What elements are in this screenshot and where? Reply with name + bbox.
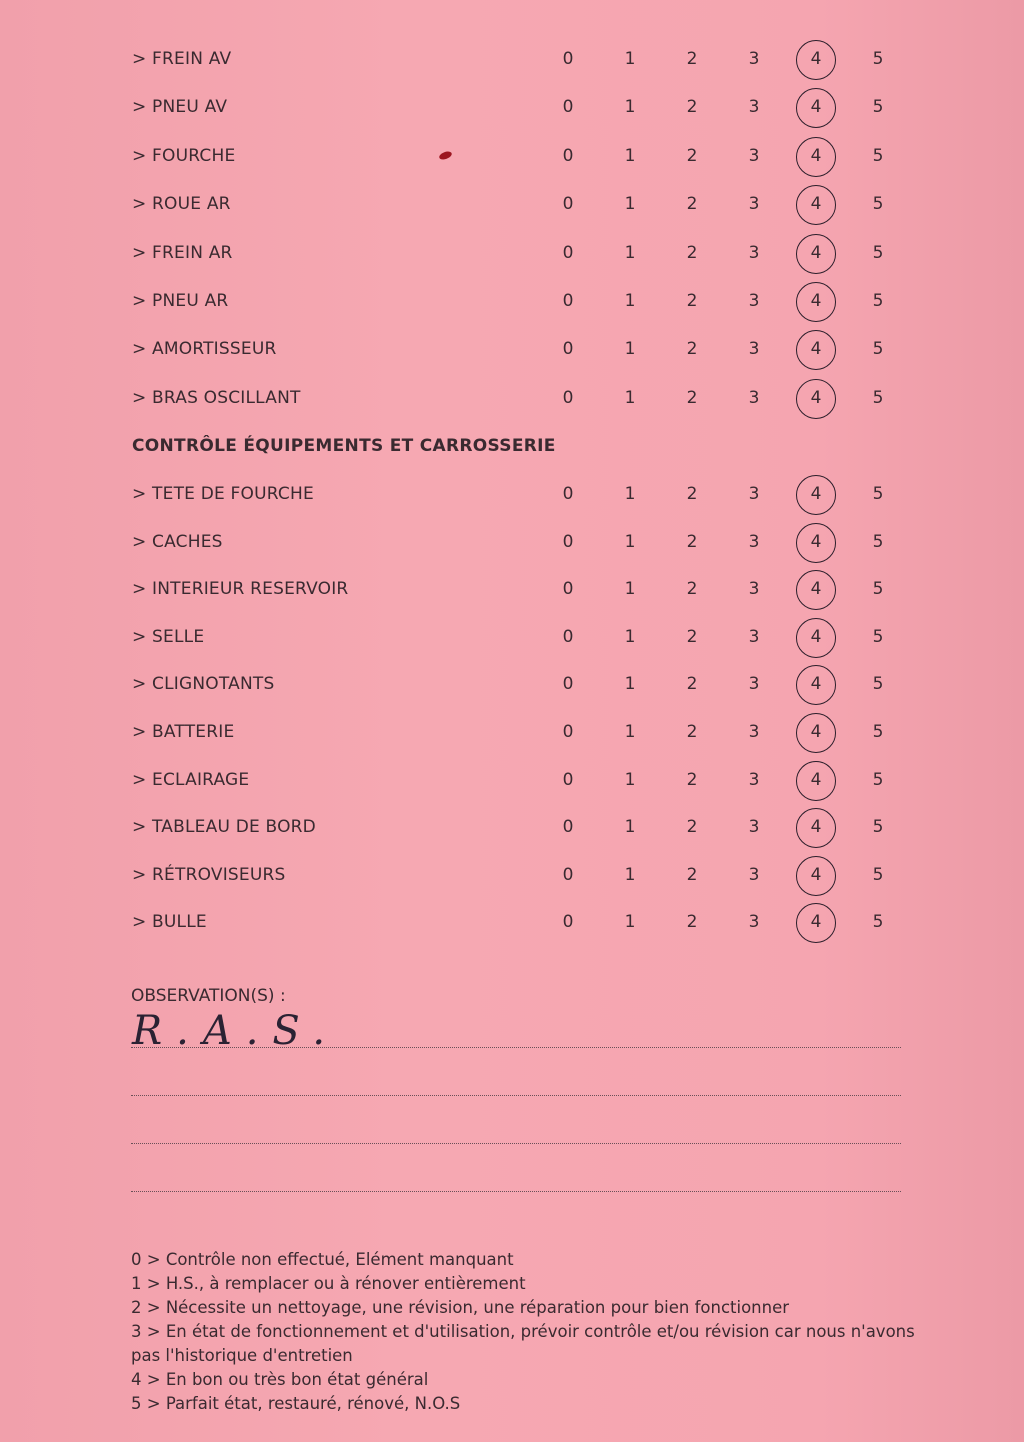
selected-score-circle <box>796 665 836 705</box>
rating-row <box>0 89 1024 129</box>
score-option-0[interactable]: 0 <box>562 769 574 790</box>
selected-score-circle <box>796 185 836 225</box>
score-option-1[interactable]: 1 <box>624 97 636 118</box>
score-option-5[interactable]: 5 <box>872 291 884 311</box>
score-option-2[interactable]: 2 <box>686 97 698 118</box>
score-option-2[interactable]: 2 <box>686 387 698 408</box>
score-option-4[interactable]: 4 <box>810 674 822 695</box>
rating-row <box>0 714 1024 754</box>
score-option-1[interactable]: 1 <box>624 387 636 408</box>
score-option-1[interactable]: 1 <box>624 674 636 695</box>
score-option-3[interactable]: 3 <box>748 674 760 695</box>
score-option-5[interactable]: 5 <box>872 626 884 647</box>
score-option-3[interactable]: 3 <box>748 145 760 166</box>
score-option-1[interactable]: 1 <box>624 817 636 838</box>
score-option-4[interactable]: 4 <box>810 49 822 69</box>
score-option-0[interactable]: 0 <box>562 291 574 311</box>
row-label: > AMORTISSEUR <box>132 339 277 360</box>
score-option-3[interactable]: 3 <box>748 912 760 933</box>
score-option-1[interactable]: 1 <box>624 722 636 742</box>
score-option-1[interactable]: 1 <box>624 912 636 933</box>
score-option-0[interactable]: 0 <box>562 242 574 263</box>
selected-score-circle <box>796 379 836 419</box>
row-label: > RÉTROVISEURS <box>132 864 286 885</box>
score-option-3[interactable]: 3 <box>748 722 760 742</box>
score-option-1[interactable]: 1 <box>624 769 636 790</box>
score-option-3[interactable]: 3 <box>748 97 760 118</box>
selected-score-circle <box>796 475 836 515</box>
score-option-2[interactable]: 2 <box>686 769 698 790</box>
observations-title: OBSERVATION(S) : <box>131 986 286 1006</box>
score-option-1[interactable]: 1 <box>624 579 636 600</box>
observation-line[interactable] <box>131 1191 901 1192</box>
row-label: > PNEU AV <box>132 97 228 118</box>
selected-score-circle <box>796 137 836 177</box>
score-option-1[interactable]: 1 <box>624 291 636 311</box>
legend-item-2: 2 > Nécessite un nettoyage, une révision, une réparation pour bien fonctionner <box>131 1298 790 1317</box>
legend-item-0: 0 > Contrôle non effectué, Elément manquant <box>131 1250 514 1269</box>
score-option-5[interactable]: 5 <box>872 769 884 790</box>
score-option-2[interactable]: 2 <box>686 291 698 311</box>
score-option-1[interactable]: 1 <box>624 339 636 360</box>
rating-row <box>0 138 1024 178</box>
section-title-equipement: CONTRÔLE ÉQUIPEMENTS ET CARROSSERIE <box>132 436 556 456</box>
row-label: > SELLE <box>132 626 205 647</box>
selected-score-circle <box>796 761 836 801</box>
rating-row <box>0 186 1024 226</box>
score-option-2[interactable]: 2 <box>686 242 698 263</box>
score-option-4[interactable]: 4 <box>810 817 822 838</box>
score-option-4[interactable]: 4 <box>810 864 822 885</box>
score-option-2[interactable]: 2 <box>686 49 698 69</box>
row-label: > ROUE AR <box>132 194 231 215</box>
rating-row <box>0 235 1024 275</box>
score-option-0[interactable]: 0 <box>562 531 574 552</box>
score-option-5[interactable]: 5 <box>872 674 884 695</box>
selected-score-circle <box>796 282 836 322</box>
row-label: > FREIN AR <box>132 242 233 263</box>
rating-row <box>0 283 1024 323</box>
row-label: > FOURCHE <box>132 145 236 166</box>
row-label: > ECLAIRAGE <box>132 769 250 790</box>
score-option-4[interactable]: 4 <box>810 194 822 215</box>
row-label: > CACHES <box>132 531 223 552</box>
score-option-3[interactable]: 3 <box>748 339 760 360</box>
score-option-0[interactable]: 0 <box>562 49 574 69</box>
score-option-0[interactable]: 0 <box>562 817 574 838</box>
score-option-2[interactable]: 2 <box>686 817 698 838</box>
score-option-4[interactable]: 4 <box>810 339 822 360</box>
row-label: > FREIN AV <box>132 49 232 69</box>
score-option-4[interactable]: 4 <box>810 145 822 166</box>
score-option-1[interactable]: 1 <box>624 145 636 166</box>
score-option-3[interactable]: 3 <box>748 531 760 552</box>
score-option-3[interactable]: 3 <box>748 579 760 600</box>
score-option-0[interactable]: 0 <box>562 864 574 885</box>
score-option-2[interactable]: 2 <box>686 484 698 504</box>
score-option-0[interactable]: 0 <box>562 339 574 360</box>
score-option-2[interactable]: 2 <box>686 912 698 933</box>
score-option-2[interactable]: 2 <box>686 674 698 695</box>
selected-score-circle <box>796 808 836 848</box>
score-option-5[interactable]: 5 <box>872 194 884 215</box>
row-label: > INTERIEUR RESERVOIR <box>132 579 349 600</box>
rating-row <box>0 857 1024 897</box>
legend-item-3: 3 > En état de fonctionnement et d'utilisation, prévoir contrôle et/ou révision car nous n'avons pas l'historique d'entretien <box>131 1322 915 1365</box>
score-option-3[interactable]: 3 <box>748 387 760 408</box>
observation-line[interactable] <box>131 1143 901 1144</box>
score-option-4[interactable]: 4 <box>810 769 822 790</box>
score-option-5[interactable]: 5 <box>872 864 884 885</box>
score-option-1[interactable]: 1 <box>624 49 636 69</box>
rating-row <box>0 331 1024 371</box>
row-label: > BULLE <box>132 912 207 933</box>
score-option-0[interactable]: 0 <box>562 579 574 600</box>
score-option-4[interactable]: 4 <box>810 531 822 552</box>
score-option-4[interactable]: 4 <box>810 97 822 118</box>
rating-legend <box>131 1248 921 1416</box>
score-option-5[interactable]: 5 <box>872 97 884 118</box>
score-option-5[interactable]: 5 <box>872 531 884 552</box>
score-option-3[interactable]: 3 <box>748 864 760 885</box>
score-option-3[interactable]: 3 <box>748 194 760 215</box>
selected-score-circle <box>796 618 836 658</box>
score-option-3[interactable]: 3 <box>748 817 760 838</box>
selected-score-circle <box>796 570 836 610</box>
row-label: > TABLEAU DE BORD <box>132 817 316 838</box>
observations-handwritten-text: R.A.S. <box>132 1008 340 1054</box>
score-option-1[interactable]: 1 <box>624 242 636 263</box>
score-option-3[interactable]: 3 <box>748 291 760 311</box>
score-option-0[interactable]: 0 <box>562 194 574 215</box>
selected-score-circle <box>796 523 836 563</box>
row-label: > CLIGNOTANTS <box>132 674 275 695</box>
score-option-5[interactable]: 5 <box>872 387 884 408</box>
score-option-2[interactable]: 2 <box>686 194 698 215</box>
row-label: > PNEU AR <box>132 291 229 311</box>
row-label: > BRAS OSCILLANT <box>132 387 301 408</box>
score-option-5[interactable]: 5 <box>872 484 884 504</box>
score-option-2[interactable]: 2 <box>686 626 698 647</box>
score-option-0[interactable]: 0 <box>562 912 574 933</box>
selected-score-circle <box>796 234 836 274</box>
score-option-1[interactable]: 1 <box>624 531 636 552</box>
score-option-4[interactable]: 4 <box>810 722 822 742</box>
score-option-1[interactable]: 1 <box>624 484 636 504</box>
score-option-5[interactable]: 5 <box>872 579 884 600</box>
score-option-5[interactable]: 5 <box>872 722 884 742</box>
score-option-4[interactable]: 4 <box>810 579 822 600</box>
selected-score-circle <box>796 88 836 128</box>
score-option-3[interactable]: 3 <box>748 626 760 647</box>
score-option-2[interactable]: 2 <box>686 864 698 885</box>
score-option-4[interactable]: 4 <box>810 912 822 933</box>
selected-score-circle <box>796 40 836 80</box>
selected-score-circle <box>796 903 836 943</box>
row-label: > BATTERIE <box>132 722 235 742</box>
score-option-5[interactable]: 5 <box>872 242 884 263</box>
score-option-0[interactable]: 0 <box>562 674 574 695</box>
score-option-5[interactable]: 5 <box>872 49 884 69</box>
rating-row <box>0 619 1024 659</box>
legend-item-1: 1 > H.S., à remplacer ou à rénover entièrement <box>131 1274 526 1293</box>
selected-score-circle <box>796 713 836 753</box>
score-option-5[interactable]: 5 <box>872 912 884 933</box>
observation-line[interactable] <box>131 1095 901 1096</box>
score-option-5[interactable]: 5 <box>872 339 884 360</box>
observation-line[interactable] <box>131 1047 901 1048</box>
rating-row <box>0 666 1024 706</box>
score-option-5[interactable]: 5 <box>872 145 884 166</box>
score-option-2[interactable]: 2 <box>686 145 698 166</box>
score-option-1[interactable]: 1 <box>624 864 636 885</box>
score-option-2[interactable]: 2 <box>686 339 698 360</box>
score-option-2[interactable]: 2 <box>686 531 698 552</box>
score-option-1[interactable]: 1 <box>624 194 636 215</box>
score-option-2[interactable]: 2 <box>686 579 698 600</box>
score-option-4[interactable]: 4 <box>810 387 822 408</box>
score-option-4[interactable]: 4 <box>810 626 822 647</box>
selected-score-circle <box>796 856 836 896</box>
score-option-0[interactable]: 0 <box>562 387 574 408</box>
rating-row <box>0 41 1024 81</box>
rating-row <box>0 904 1024 944</box>
legend-item-4: 4 > En bon ou très bon état général <box>131 1370 429 1389</box>
score-option-4[interactable]: 4 <box>810 291 822 311</box>
score-option-0[interactable]: 0 <box>562 145 574 166</box>
rating-row <box>0 524 1024 564</box>
score-option-3[interactable]: 3 <box>748 484 760 504</box>
score-option-3[interactable]: 3 <box>748 242 760 263</box>
score-option-3[interactable]: 3 <box>748 769 760 790</box>
score-option-0[interactable]: 0 <box>562 722 574 742</box>
score-option-0[interactable]: 0 <box>562 626 574 647</box>
score-option-0[interactable]: 0 <box>562 97 574 118</box>
score-option-0[interactable]: 0 <box>562 484 574 504</box>
row-label: > TETE DE FOURCHE <box>132 484 314 504</box>
score-option-2[interactable]: 2 <box>686 722 698 742</box>
score-option-4[interactable]: 4 <box>810 242 822 263</box>
score-option-3[interactable]: 3 <box>748 49 760 69</box>
rating-row <box>0 809 1024 849</box>
rating-row <box>0 380 1024 420</box>
score-option-4[interactable]: 4 <box>810 484 822 504</box>
legend-item-5: 5 > Parfait état, restauré, rénové, N.O.S <box>131 1394 461 1413</box>
rating-row <box>0 476 1024 516</box>
rating-row <box>0 762 1024 802</box>
score-option-5[interactable]: 5 <box>872 817 884 838</box>
selected-score-circle <box>796 330 836 370</box>
score-option-1[interactable]: 1 <box>624 626 636 647</box>
rating-row <box>0 571 1024 611</box>
